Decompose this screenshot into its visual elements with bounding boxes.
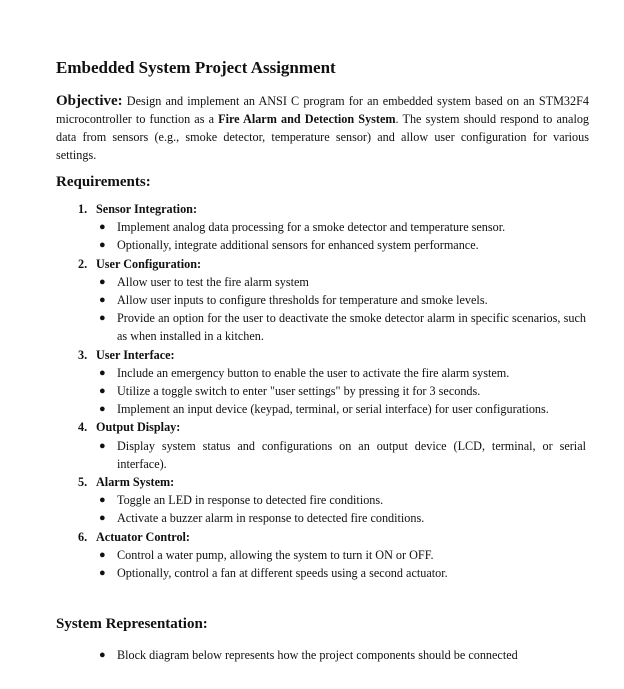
requirement-bullet-list — [0, 437, 624, 473]
requirement-bullet — [99, 509, 586, 527]
requirement-bullet — [99, 382, 586, 400]
requirement-bullet-text: Allow user inputs to configure thresholds for temperature and smoke levels. — [117, 293, 488, 308]
bullet-dot-icon: ● — [99, 221, 106, 234]
requirement-title: Alarm System: — [96, 475, 175, 490]
bullet-dot-icon: ● — [99, 494, 106, 507]
requirement-item — [0, 346, 624, 419]
requirement-bullet-text: Implement an input device (keypad, terminal, or serial interface) for user configurations. — [117, 402, 549, 417]
bullet-dot-icon: ● — [99, 403, 106, 416]
objective-emphasis: Fire Alarm and Detection System — [218, 112, 396, 126]
system-bullet-list — [0, 646, 624, 664]
bullet-dot-icon: ● — [99, 294, 106, 307]
system-representation-section — [0, 646, 624, 664]
requirements-heading: Requirements: — [56, 174, 151, 190]
bullet-dot-icon: ● — [99, 649, 106, 661]
requirement-bullet-text: Toggle an LED in response to detected fire conditions. — [117, 493, 384, 508]
requirement-bullet-list — [0, 546, 624, 582]
requirement-bullet-text: Provide an option for the user to deactivate the smoke detector alarm in specific scenarios, such as when installed in a kitchen. — [117, 311, 586, 344]
requirement-title: Output Display: — [96, 420, 181, 435]
bullet-dot-icon: ● — [99, 312, 106, 325]
requirement-bullet-text: Allow user to test the fire alarm system — [117, 274, 309, 289]
requirement-item — [0, 418, 624, 473]
requirement-number: 5. — [78, 475, 88, 490]
objective-label: Objective: — [56, 93, 123, 109]
requirement-number: 6. — [78, 529, 88, 544]
requirement-title: Sensor Integration: — [96, 202, 197, 216]
requirement-title: User Configuration: — [96, 256, 202, 271]
requirement-item — [0, 473, 624, 528]
bullet-dot-icon: ● — [99, 439, 106, 452]
requirement-bullet — [99, 546, 586, 564]
objective-text-1: Design and implement an ANSI C program for an embedded system based on an STM32F4 microcontroller to function as a — [56, 94, 589, 126]
requirement-bullet-list — [0, 364, 624, 419]
bullet-dot-icon: ● — [99, 239, 106, 252]
bullet-dot-icon: ● — [99, 385, 106, 398]
requirement-item — [0, 255, 624, 346]
requirement-title: User Interface: — [96, 347, 175, 362]
system-representation-heading: System Representation: — [56, 616, 208, 632]
requirement-bullet — [99, 437, 586, 473]
requirement-bullet-text: Optionally, integrate additional sensors for enhanced system performance. — [117, 238, 479, 253]
bullet-dot-icon: ● — [99, 548, 106, 561]
requirement-bullet-text: Utilize a toggle switch to enter "user settings" by pressing it for 3 seconds. — [117, 384, 481, 399]
requirement-number: 4. — [78, 420, 88, 435]
requirement-bullet-text: Implement analog data processing for a smoke detector and temperature sensor. — [117, 220, 506, 235]
document-title: Embedded System Project Assignment — [56, 58, 336, 77]
requirement-bullet-list — [0, 491, 624, 527]
requirement-number: 1. — [78, 202, 88, 216]
requirement-bullet-list — [0, 273, 624, 346]
objective-paragraph — [56, 92, 589, 164]
bullet-dot-icon: ● — [99, 512, 106, 525]
requirement-title: Actuator Control: — [96, 529, 190, 544]
bullet-dot-icon: ● — [99, 275, 106, 288]
requirements-list — [0, 200, 624, 582]
requirement-number: 2. — [78, 256, 88, 271]
bullet-dot-icon: ● — [99, 567, 106, 580]
requirement-bullet — [99, 364, 586, 382]
requirement-bullet — [99, 309, 586, 345]
requirement-bullet-text: Include an emergency button to enable the user to activate the fire alarm system. — [117, 365, 510, 380]
requirement-bullet — [99, 491, 586, 509]
requirement-bullet — [99, 564, 586, 582]
objective-text-2: . The system should respond to analog data from sensors (e.g., smoke detector, temperature sensor) and allow user configuration for various settings. — [56, 112, 590, 162]
requirement-bullet — [99, 218, 586, 236]
requirement-bullet-text: Control a water pump, allowing the system to turn it ON or OFF. — [117, 547, 434, 562]
requirement-bullet-text: Activate a buzzer alarm in response to detected fire conditions. — [117, 511, 425, 526]
requirement-bullet-text: Optionally, control a fan at different speeds using a second actuator. — [117, 566, 448, 581]
requirement-bullet — [99, 236, 586, 254]
system-bullet-text: Block diagram below represents how the project components should be connected — [117, 648, 518, 662]
requirement-bullet-list — [0, 218, 624, 254]
system-bullet — [99, 646, 586, 664]
requirement-item — [0, 528, 624, 583]
requirement-bullet-text: Display system status and configurations on an output device (LCD, terminal, or serial interface). — [117, 438, 586, 471]
bullet-dot-icon: ● — [99, 366, 106, 379]
requirement-number: 3. — [78, 347, 88, 362]
requirement-bullet — [99, 291, 586, 309]
requirement-bullet — [99, 400, 586, 418]
requirement-item — [0, 200, 624, 255]
requirement-bullet — [99, 273, 586, 291]
